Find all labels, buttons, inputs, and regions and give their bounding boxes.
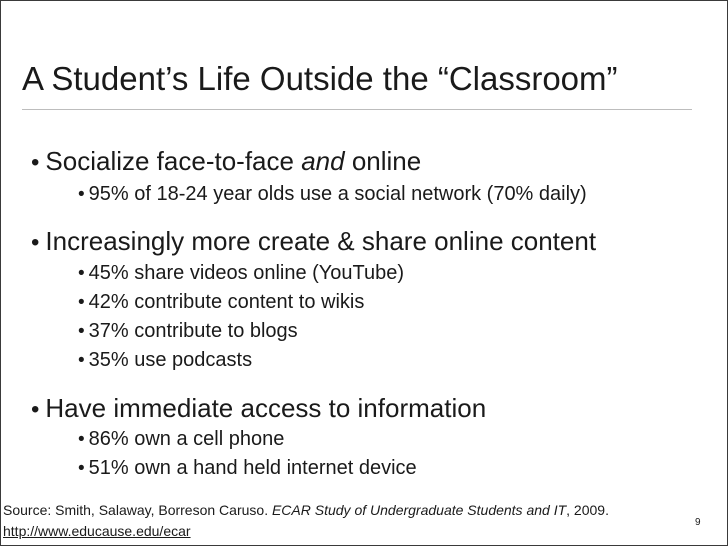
bullet-dot: • xyxy=(78,429,85,450)
sub-bullet-text: 51% own a hand held internet device xyxy=(88,457,417,479)
bullet-text-emphasis: and xyxy=(301,146,345,176)
sub-bullet-social-network xyxy=(78,182,587,207)
bullet-dot: • xyxy=(78,321,85,342)
source-work-title: ECAR Study of Undergraduate Students and IT xyxy=(271,502,567,518)
title-divider xyxy=(22,109,692,110)
bullet-dot: • xyxy=(78,350,85,371)
bullet-dot: • xyxy=(31,396,40,423)
source-prefix: Source: Smith, Salaway, Borreson Caruso. xyxy=(3,502,272,518)
sub-bullet-podcasts xyxy=(78,348,252,373)
page-number: 9 xyxy=(695,517,701,528)
bullet-socialize xyxy=(31,146,421,178)
bullet-text-a: Socialize face-to-face xyxy=(45,146,302,176)
bullet-dot: • xyxy=(78,263,85,284)
sub-bullet-videos xyxy=(78,261,404,286)
source-suffix: , 2009. xyxy=(566,502,609,518)
bullet-text: Increasingly more create & share online content xyxy=(45,226,597,256)
bullet-dot: • xyxy=(78,292,85,313)
sub-bullet-text: 42% contribute content to wikis xyxy=(88,291,365,313)
bullet-text: Have immediate access to information xyxy=(45,393,487,423)
bullet-dot: • xyxy=(78,184,85,205)
source-citation xyxy=(3,501,609,519)
sub-bullet-text: 86% own a cell phone xyxy=(88,428,285,450)
source-link[interactable]: http://www.educause.edu/ecar xyxy=(3,523,191,539)
bullet-dot: • xyxy=(31,149,40,176)
slide-title: A Student’s Life Outside the “Classroom” xyxy=(22,60,618,97)
bullet-create-share xyxy=(31,226,596,258)
sub-bullet-internet-device xyxy=(78,456,417,481)
sub-bullet-text: 45% share videos online (YouTube) xyxy=(88,262,405,284)
bullet-dot: • xyxy=(31,229,40,256)
bullet-text-b: online xyxy=(344,146,422,176)
sub-bullet-cell-phone xyxy=(78,427,284,452)
sub-bullet-blogs xyxy=(78,319,298,344)
sub-bullet-wikis xyxy=(78,290,364,315)
bullet-access-information xyxy=(31,393,486,425)
sub-bullet-text: 37% contribute to blogs xyxy=(88,320,298,342)
sub-bullet-text: 35% use podcasts xyxy=(88,349,253,371)
sub-bullet-text: 95% of 18-24 year olds use a social network (70% daily) xyxy=(88,183,587,205)
bullet-dot: • xyxy=(78,458,85,479)
